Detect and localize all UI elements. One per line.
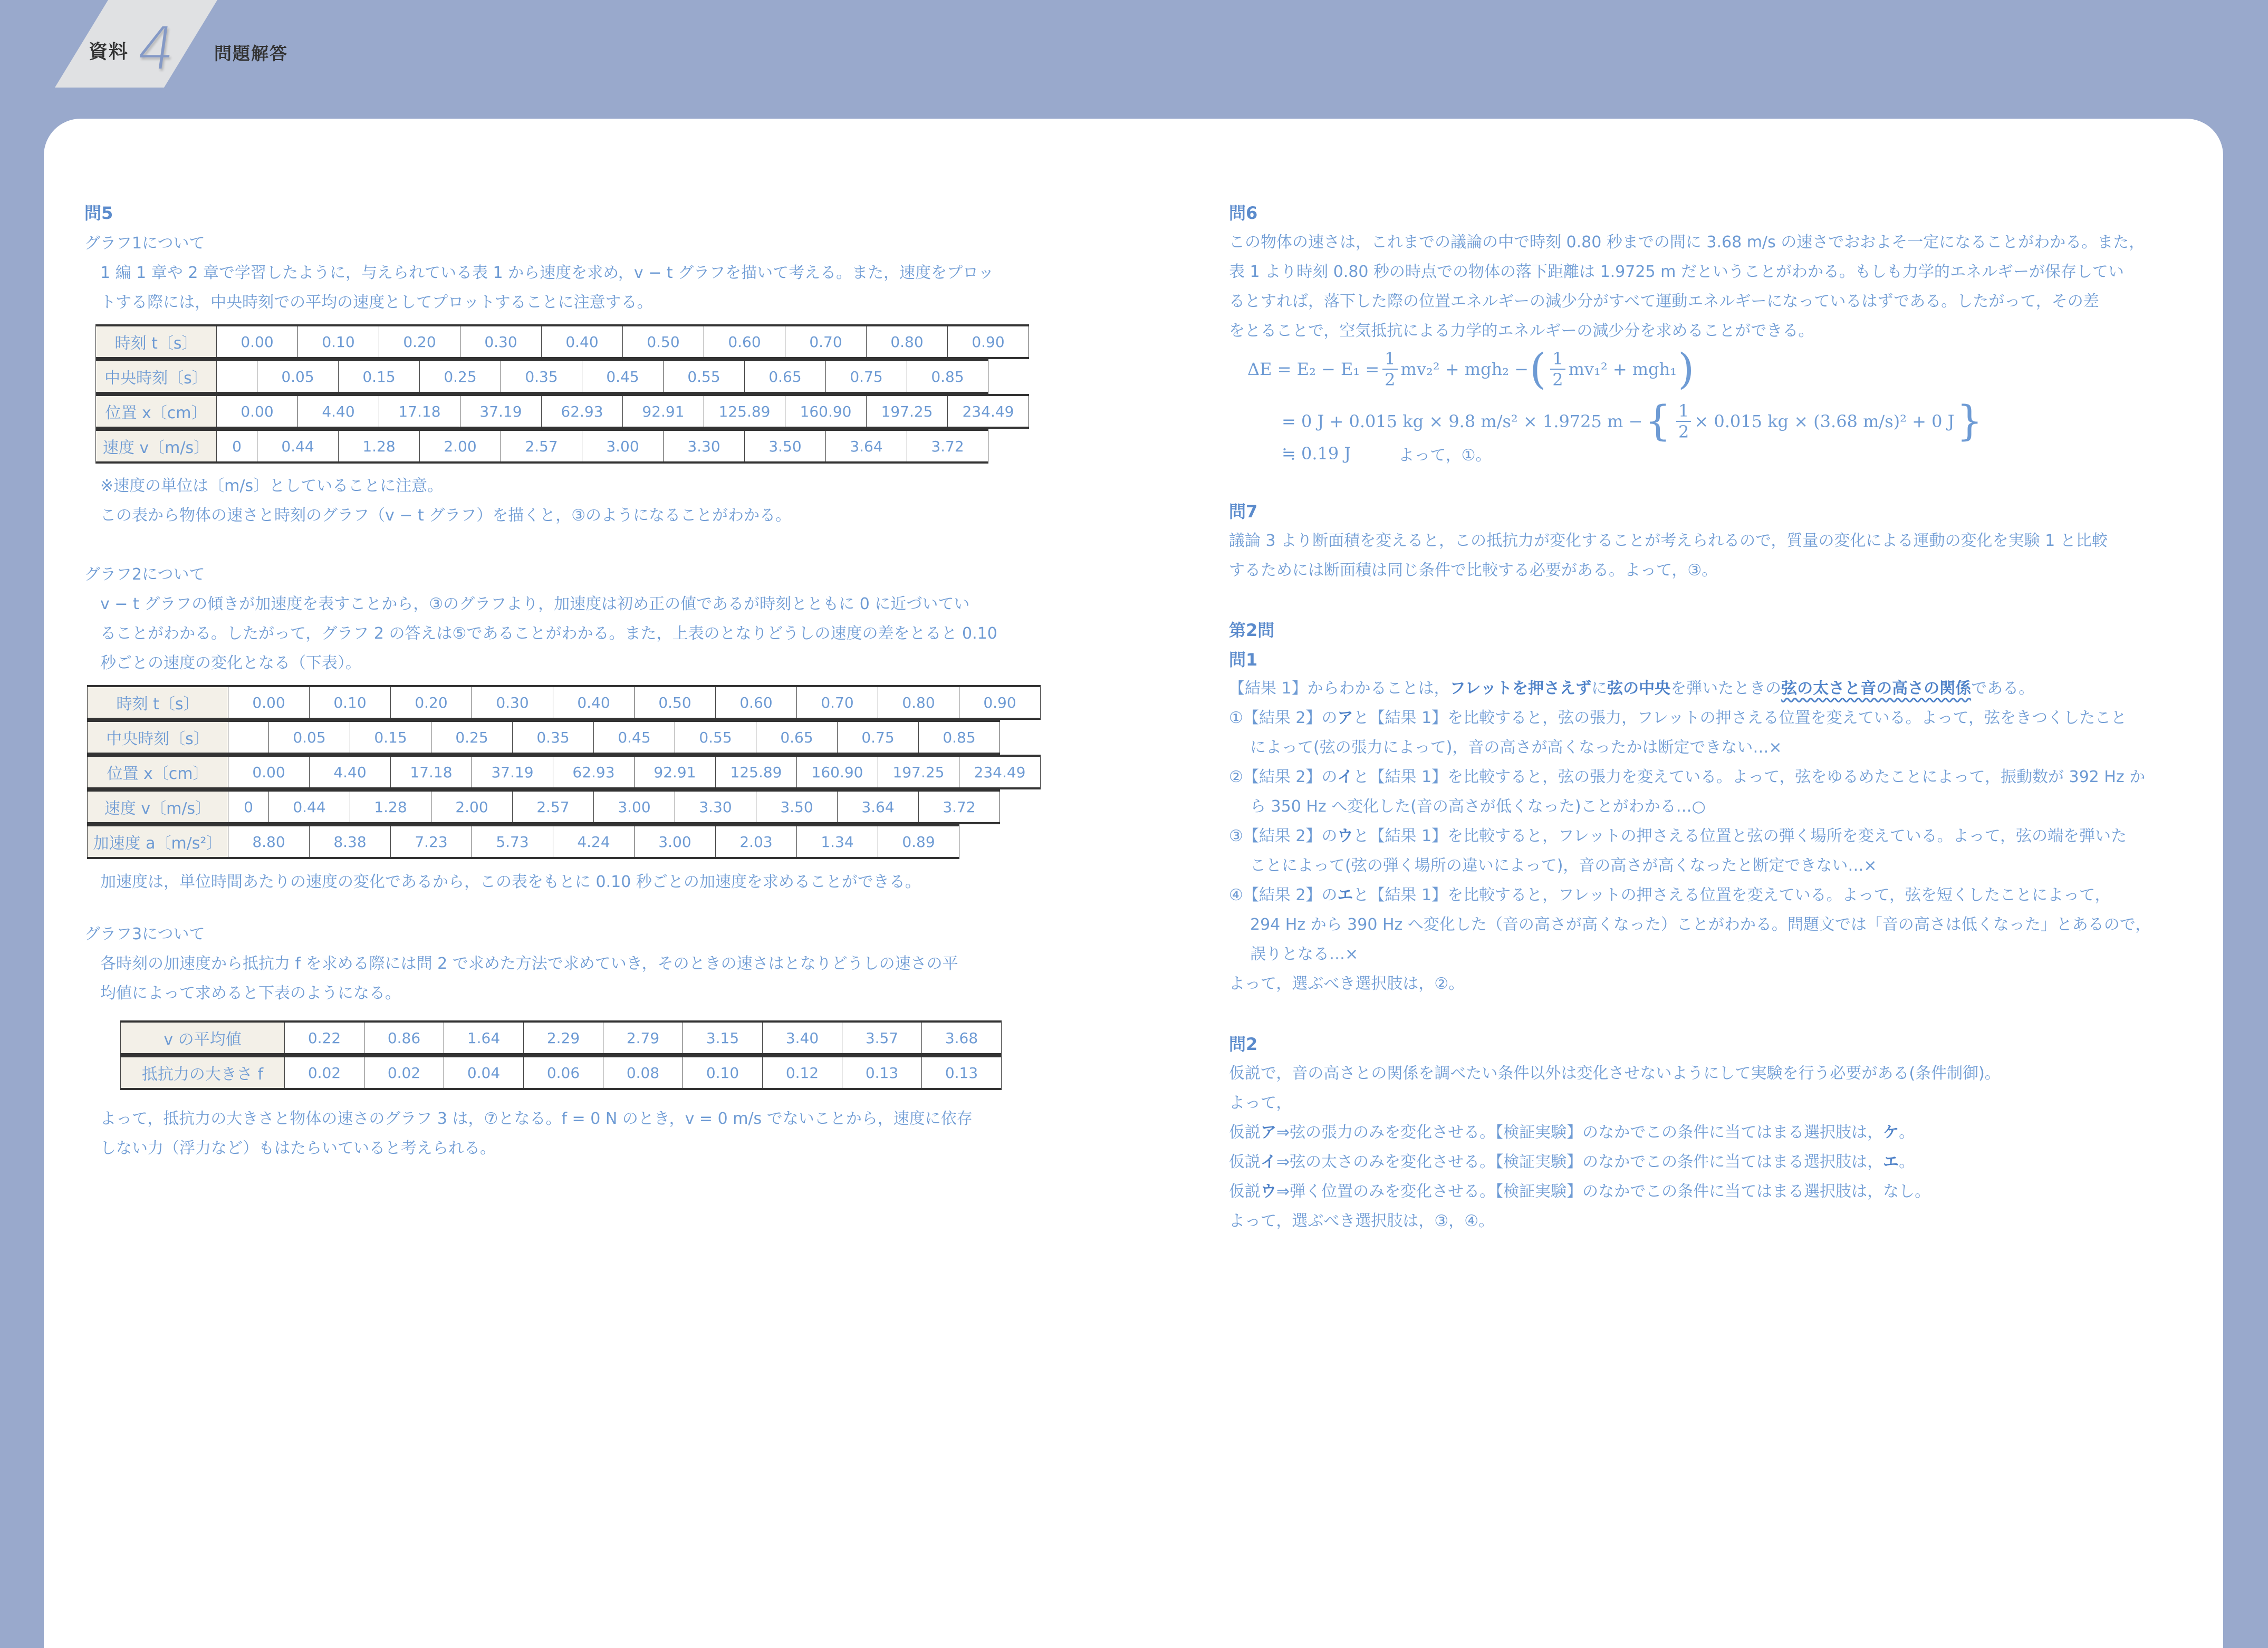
table-row [95, 394, 1029, 429]
table-cell: 0.30 [472, 687, 553, 718]
text-line: 議論 3 より断面積を変えると，この抵抗力が変化することが考えられるので，質量の変化による運動の変化を実験 1 と比較 [1229, 532, 2108, 550]
text-segment: 【結果 1】からわかることは， [1229, 679, 1450, 698]
text-segment: 仮説 [1229, 1182, 1261, 1201]
table-cell [217, 361, 257, 392]
row-header: 位置 x〔cm〕 [95, 396, 217, 427]
text-line: 誤りとなる…× [1250, 945, 1359, 963]
table-cell: 3.72 [907, 431, 988, 461]
table-cell: 3.50 [756, 792, 838, 822]
text-line: よって，抵抗力の大きさと物体の速さのグラフ 3 は，⑦となる。f = 0 N のとき，v = 0 m/s でないことから，速度に依存 [100, 1110, 973, 1128]
table-cell: 0.00 [228, 757, 310, 787]
table-cell: 0.12 [763, 1057, 842, 1088]
text-line: よって， [1229, 1094, 1292, 1112]
table-cell: 3.64 [826, 431, 907, 461]
table-cell: 0.10 [310, 687, 391, 718]
close-paren: ) [1678, 344, 1695, 393]
table-cell: 0.25 [420, 361, 501, 392]
q7-text [1229, 526, 2108, 585]
graph3-text [84, 949, 958, 1008]
eq-term-2: mv₂² + mgh₂ − [1400, 359, 1529, 379]
table-cell: 0.02 [364, 1057, 444, 1088]
table-cell: 0.05 [269, 722, 350, 753]
text-segment: 。 [1899, 1153, 1915, 1171]
table-cell: 37.19 [460, 396, 542, 427]
table-cell: 4.40 [298, 396, 379, 427]
table-row [120, 1020, 1002, 1055]
table-cell: 8.80 [228, 826, 310, 857]
text-line: ※速度の単位は〔m/s〕としていることに注意。 [100, 477, 444, 495]
q6-heading: 問6 [1229, 203, 1258, 223]
text-segment: と【結果 1】を比較すると，弦の張力，フレットの押さえる位置を変えている。よって，弦をきつくしたこと [1353, 709, 2127, 727]
text-line: しない力（浮力など）もはたらいていると考えられる。 [100, 1139, 496, 1158]
table-cell: 0.65 [745, 361, 826, 392]
table-cell: 1.34 [797, 826, 878, 857]
text-segment: を弾いたときの [1670, 679, 1782, 698]
table-row [95, 324, 1029, 359]
table-cell: 0.55 [675, 722, 756, 753]
table-cell: 2.57 [513, 792, 594, 822]
table-cell: 17.18 [391, 757, 472, 787]
table-cell: 1.28 [339, 431, 420, 461]
part2-heading: 第2問 [1229, 620, 1275, 640]
row-header: 時刻 t〔s〕 [95, 326, 217, 357]
table-cell: 0.45 [582, 361, 664, 392]
table-cell: 7.23 [391, 826, 472, 857]
text-line: ことによって(弦の弾く場所の違いによって)，音の高さが高くなったと断定できない…× [1250, 856, 1877, 875]
text-line: この表から物体の速さと時刻のグラフ（v − t グラフ）を描くと，③のようになることがわかる。 [100, 506, 792, 525]
header-number: 4 [133, 15, 180, 82]
table-cell: 3.68 [922, 1023, 1002, 1053]
table-cell: 0.05 [257, 361, 339, 392]
text-segment: ①【結果 2】の [1229, 709, 1338, 727]
table-row [120, 1055, 1002, 1090]
table-cell: 0.44 [269, 792, 350, 822]
table-cell: 0.10 [683, 1057, 763, 1088]
table-cell: 92.91 [623, 396, 704, 427]
text-line: 加速度は，単位時間あたりの速度の変化であるから，この表をもとに 0.10 秒ごとの加速度を求めることができる。 [100, 873, 921, 891]
emphasis-text: エ [1337, 886, 1353, 904]
close-brace: } [1956, 398, 1983, 445]
text-line: るとすれば，落下した際の位置エネルギーの減少分がすべて運動エネルギーになっているはずである。したがって，その差 [1229, 292, 2099, 311]
emphasis-text: ア [1337, 709, 1353, 727]
table-row [87, 789, 1000, 824]
table-cell: 0.85 [907, 361, 988, 392]
table-cell: 0.00 [228, 687, 310, 718]
row-header: v の平均値 [120, 1023, 285, 1053]
frac-den: 2 [1678, 422, 1689, 442]
graph1-title: グラフ1について [84, 234, 205, 253]
text-line: 各時刻の加速度から抵抗力 f を求める際には問 2 で求めた方法で求めていき，そのときの速さはとなりどうしの速さの平 [100, 955, 958, 973]
table-cell: 17.18 [379, 396, 460, 427]
table-cell: 0.04 [444, 1057, 524, 1088]
table-cell: 8.38 [310, 826, 391, 857]
text-segment: ④【結果 2】の [1229, 886, 1338, 904]
table-cell: 62.93 [542, 396, 623, 427]
text-line: よって，選ぶべき選択肢は，③，④。 [1229, 1212, 1495, 1230]
table-cell: 5.73 [472, 826, 553, 857]
table-cell: 0.44 [257, 431, 339, 461]
text-line: によって(弦の張力によって)，音の高さが高くなったかは断定できない…× [1250, 738, 1782, 757]
table-cell: 0.85 [919, 722, 1000, 753]
graph2-title: グラフ2について [84, 565, 205, 584]
table-cell: 0.20 [391, 687, 472, 718]
table-cell: 2.29 [524, 1023, 603, 1053]
table-cell: 92.91 [635, 757, 716, 787]
table-cell: 0.89 [878, 826, 959, 857]
text-segment: に [1591, 679, 1608, 698]
table-cell: 37.19 [472, 757, 553, 787]
frac-num: 1 [1382, 349, 1397, 370]
table-cell: 0.60 [716, 687, 797, 718]
table-row [95, 359, 988, 394]
table-cell: 2.03 [716, 826, 797, 857]
table-cell [228, 722, 269, 753]
row-header: 中央時刻〔s〕 [95, 361, 217, 392]
table-cell: 234.49 [959, 757, 1041, 787]
text-line: をとることで，空気抵抗による力学的エネルギーの減少分を求めることができる。 [1229, 322, 1814, 340]
table-cell: 2.00 [431, 792, 513, 822]
table-cell: 2.00 [420, 431, 501, 461]
q7-heading: 問7 [1229, 502, 1258, 522]
eq-term-1: mv₁² + mgh₁ [1568, 359, 1677, 379]
table-row [87, 824, 959, 859]
table-cell: 0.80 [878, 687, 959, 718]
text-segment: ⇒弾く位置のみを変化させる。【検証実験】のなかでこの条件に当てはまる選択肢は，なし。 [1276, 1182, 1931, 1201]
table-cell: 125.89 [716, 757, 797, 787]
text-line: 1 編 1 章や 2 章で学習したように，与えられている表 1 から速度を求め，v − t グラフを描いて考える。また，速度をプロッ [100, 264, 994, 282]
table-cell: 0.40 [553, 687, 635, 718]
table-cell: 234.49 [948, 396, 1029, 427]
table-cell: 3.00 [594, 792, 675, 822]
row-header: 加速度 a〔m/s²〕 [87, 826, 228, 857]
table-cell: 0.70 [797, 687, 878, 718]
text-segment: 仮説 [1229, 1153, 1261, 1171]
text-segment: 仮説 [1229, 1123, 1261, 1142]
emphasis-text: ウ [1337, 827, 1353, 845]
emphasis-text: ウ [1261, 1182, 1276, 1201]
row-header: 抵抗力の大きさ f [120, 1057, 285, 1088]
text-line [1229, 1177, 2001, 1207]
table-cell: 0.75 [826, 361, 907, 392]
table-cell: 3.50 [745, 431, 826, 461]
frac-num: 1 [1676, 401, 1691, 422]
text-segment: と【結果 1】を比較すると，弦の張力を変えている。よって，弦をゆるめたことによって，振動数が 392 Hz か [1353, 768, 2146, 786]
table-cell: 0.13 [922, 1057, 1002, 1088]
table-cell: 0.35 [501, 361, 582, 392]
text-line [1229, 1148, 2001, 1177]
fraction-half [1550, 349, 1565, 390]
open-paren: ( [1529, 344, 1546, 393]
table-row [95, 429, 988, 464]
table-cell: 0.15 [350, 722, 431, 753]
graph1-notes [84, 471, 791, 531]
table-cell: 125.89 [704, 396, 785, 427]
text-line: するためには断面積は同じ条件で比較する必要がある。よって，③。 [1229, 561, 1718, 580]
emphasis-text: 弦の中央 [1607, 679, 1671, 698]
part2-q1-heading: 問1 [1229, 650, 1258, 670]
table-cell: 0.10 [298, 326, 379, 357]
part2-q1-text [1229, 674, 2151, 999]
table-cell: 0.86 [364, 1023, 444, 1053]
text-line: トする際には，中央時刻での平均の速度としてプロットすることに注意する。 [100, 293, 653, 312]
table-cell: 0.08 [603, 1057, 683, 1088]
table-cell: 197.25 [867, 396, 948, 427]
graph3-after [84, 1104, 973, 1163]
table-cell: 3.40 [763, 1023, 842, 1053]
row-header: 速度 v〔m/s〕 [87, 792, 228, 822]
text-segment: 。 [1899, 1123, 1915, 1142]
table-cell: 3.15 [683, 1023, 763, 1053]
table-cell: 0.02 [285, 1057, 364, 1088]
text-line: よって，選ぶべき選択肢は，②。 [1229, 975, 1465, 993]
eq-substitution: = 0 J + 0.015 kg × 9.8 m/s² × 1.9725 m − [1282, 411, 1643, 431]
table-cell: 0.55 [664, 361, 745, 392]
table-cell: 160.90 [797, 757, 878, 787]
table-cell: 0.30 [460, 326, 542, 357]
text-line: ら 350 Hz へ変化した(音の高さが低くなった)ことがわかる…○ [1250, 797, 1706, 816]
emphasis-text: エ [1883, 1153, 1899, 1171]
text-segment: ⇒弦の太さのみを変化させる。【検証実験】のなかでこの条件に当てはまる選択肢は， [1276, 1153, 1883, 1171]
table-cell: 0.00 [217, 326, 298, 357]
table-cell: 4.24 [553, 826, 635, 857]
emphasis-text: ア [1261, 1123, 1276, 1142]
text-line [1229, 881, 2151, 910]
q6-text [1229, 228, 2145, 346]
text-line: 秒ごとの速度の変化となる（下表）。 [100, 654, 361, 672]
text-line: 表 1 より時刻 0.80 秒の時点での物体の落下距離は 1.9725 m だということがわかる。もしも力学的エネルギーが保存してい [1229, 263, 2124, 281]
text-line [1229, 1118, 2001, 1148]
q5-heading: 問5 [84, 203, 113, 223]
graph3-title: グラフ3について [84, 925, 205, 943]
text-line: 均値によって求めると下表のようになる。 [100, 984, 401, 1003]
frac-den: 2 [1552, 370, 1563, 390]
table-cell: 0.90 [948, 326, 1029, 357]
text-segment: である。 [1971, 679, 2035, 698]
table-cell: 0.25 [431, 722, 513, 753]
table-cell: 3.30 [664, 431, 745, 461]
header-label: 資料 [89, 41, 129, 63]
text-line [1229, 703, 2151, 733]
table-cell: 0.90 [959, 687, 1041, 718]
equation-line-2 [1282, 398, 1985, 445]
table-cell: 0.65 [756, 722, 838, 753]
table-cell: 0.13 [842, 1057, 922, 1088]
text-line: この物体の速さは，これまでの議論の中で時刻 0.80 秒までの間に 3.68 m/s の速さでおおよそ一定になることがわかる。また， [1229, 233, 2145, 252]
table-cell: 0.45 [594, 722, 675, 753]
table-cell: 2.79 [603, 1023, 683, 1053]
table-cell: 197.25 [878, 757, 959, 787]
text-segment: ③【結果 2】の [1229, 827, 1338, 845]
table-cell: 0.50 [623, 326, 704, 357]
table-cell: 0.22 [285, 1023, 364, 1053]
table-cell: 1.28 [350, 792, 431, 822]
text-line [1229, 822, 2151, 851]
equation-line-3 [1282, 442, 1492, 465]
table-cell: 0.00 [217, 396, 298, 427]
fraction-half [1382, 349, 1397, 390]
table-cell: 0.80 [867, 326, 948, 357]
equation-line-1 [1247, 344, 1695, 393]
emphasis-text: イ [1337, 768, 1353, 786]
header-title: 問題解答 [214, 43, 288, 64]
graph2-text [84, 590, 997, 678]
text-line: 294 Hz から 390 Hz へ変化した（音の高さが高くなった）ことがわかる。問題文では「音の高さは低くなった」とあるので， [1250, 915, 2151, 934]
table-cell: 0.70 [785, 326, 867, 357]
table-cell: 0.15 [339, 361, 420, 392]
text-line: ることがわかる。したがって，グラフ 2 の答えは⑤であることがわかる。また，上表のとなりどうしの速度の差をとると 0.10 [100, 624, 997, 643]
emphasis-text: 弦の太さと音の高さの関係 [1781, 679, 1972, 698]
part2-q2-heading: 問2 [1229, 1034, 1258, 1054]
table-cell: 0.20 [379, 326, 460, 357]
text-segment: と【結果 1】を比較すると，フレットの押さえる位置を変えている。よって，弦を短くしたことによって， [1353, 886, 2111, 904]
table-cell: 0.40 [542, 326, 623, 357]
graph1-text [84, 258, 994, 317]
open-brace: { [1645, 398, 1671, 445]
table-cell: 0.60 [704, 326, 785, 357]
text-line [1229, 763, 2151, 792]
eq-kinetic: × 0.015 kg × (3.68 m/s)² + 0 J [1694, 411, 1955, 431]
frac-num: 1 [1550, 349, 1565, 370]
q6-answer: よって，①。 [1398, 446, 1492, 465]
row-header: 速度 v〔m/s〕 [95, 431, 217, 461]
text-segment: ⇒弦の張力のみを変化させる。【検証実験】のなかでこの条件に当てはまる選択肢は， [1276, 1123, 1883, 1142]
table-cell: 3.00 [635, 826, 716, 857]
table-cell: 0.50 [635, 687, 716, 718]
table-cell: 2.57 [501, 431, 582, 461]
frac-den: 2 [1385, 370, 1396, 390]
table-row [87, 755, 1041, 789]
text-line [1229, 674, 2151, 703]
table-cell: 3.72 [919, 792, 1000, 822]
table-cell: 62.93 [553, 757, 635, 787]
text-segment: と【結果 1】を比較すると，フレットの押さえる位置と弦の弾く場所を変えている。よって，弦の端を弾いた [1353, 827, 2127, 845]
row-header: 時刻 t〔s〕 [87, 687, 228, 718]
table-cell: 1.64 [444, 1023, 524, 1053]
table-cell: 160.90 [785, 396, 867, 427]
row-header: 位置 x〔cm〕 [87, 757, 228, 787]
emphasis-text: ケ [1883, 1123, 1899, 1142]
table-cell: 0.06 [524, 1057, 603, 1088]
table-row [87, 720, 1000, 755]
table-cell: 0 [217, 431, 257, 461]
part2-q2-text [1229, 1059, 2001, 1236]
eq-result: ≒ 0.19 J [1282, 444, 1351, 464]
table-cell: 0 [228, 792, 269, 822]
emphasis-text: フレットを押さえず [1449, 679, 1592, 698]
eq-lhs: ΔE = E₂ − E₁ = [1247, 359, 1380, 379]
table-cell: 3.30 [675, 792, 756, 822]
fraction-half [1676, 401, 1691, 442]
table-cell: 4.40 [310, 757, 391, 787]
table-cell: 3.64 [838, 792, 919, 822]
graph2-after [84, 868, 921, 897]
text-segment: ②【結果 2】の [1229, 768, 1338, 786]
table-cell: 0.75 [838, 722, 919, 753]
text-line: 仮説で，音の高さとの関係を調べたい条件以外は変化させないようにして実験を行う必要がある(条件制御)。 [1229, 1064, 2001, 1083]
table-cell: 0.35 [513, 722, 594, 753]
table-row [87, 685, 1041, 720]
emphasis-text: イ [1261, 1153, 1276, 1171]
text-line: v − t グラフの傾きが加速度を表すことから，③のグラフより，加速度は初め正の値であるが時刻とともに 0 に近づいてい [100, 595, 970, 613]
table-cell: 3.57 [842, 1023, 922, 1053]
row-header: 中央時刻〔s〕 [87, 722, 228, 753]
table-cell: 3.00 [582, 431, 664, 461]
